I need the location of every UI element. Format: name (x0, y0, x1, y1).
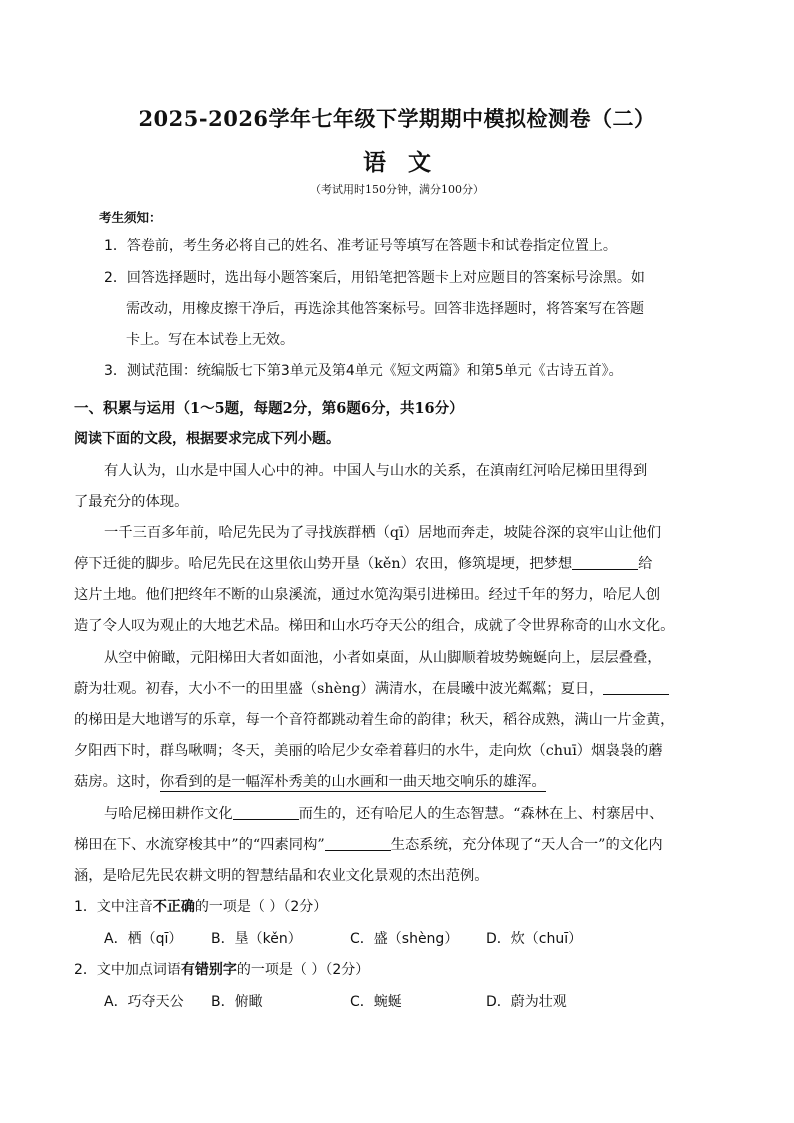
q2-option-b[interactable]: B．俯瞰 (211, 994, 263, 1010)
question-emphasis: 有错别字 (180, 962, 237, 978)
question-text: 的一项是（ ）（2分） (236, 962, 370, 978)
q1-option-d[interactable]: D．炊（chuī） (486, 931, 583, 947)
q1-option-b[interactable]: B．垦（kěn） (211, 931, 302, 947)
passage-line: 夕阳西下时，群鸟啾啁；冬天，美丽的哈尼少女牵着暮归的水牛，走向炊（chuī）烟袅袅的蘑 (74, 743, 663, 759)
passage-line (104, 803, 663, 823)
passage-line: 一千三百多年前，哈尼先民为了寻找族群栖（qī）居地而奔走，坡陡谷深的哀牢山让他们 (104, 525, 662, 541)
exam-info: （考试用时150分钟，满分100分） (310, 183, 484, 196)
q1-option-c[interactable]: C．盛（shèng） (350, 931, 459, 947)
notice-item-1: 1．答卷前，考生务必将自己的姓名、准考证号等填写在答题卡和试卷指定位置上。 (104, 238, 617, 254)
notice-item-2-line-3: 卡上。写在本试卷上无效。 (126, 332, 294, 348)
question-2-stem (74, 959, 369, 979)
passage-line: 造了令人叹为观止的大地艺术品。梯田和山水巧夺天公的组合，成就了令世界称奇的山水文化。 (74, 618, 675, 634)
question-text: 2．文中加点词语 (74, 962, 181, 978)
passage-line: 这片土地。他们把终年不断的山泉溪流，通过水笕沟渠引进梯田。经过千年的努力，哈尼人创 (74, 587, 661, 603)
passage-text: 给 (638, 556, 653, 572)
section-1-instruction: 阅读下面的文段，根据要求完成下列小题。 (74, 431, 340, 447)
q1-option-a[interactable]: A．栖（qī） (104, 931, 183, 947)
passage-text: 而生的，还有哈尼人的生态智慧。“森林在上、村寨居中、 (298, 806, 664, 822)
passage-line (74, 771, 546, 791)
q2-option-d[interactable]: D．蔚为壮观 (486, 994, 567, 1010)
passage-line: 涵，是哈尼先民农耕文明的智慧结晶和农业文化景观的杰出范例。 (74, 868, 489, 884)
passage-text: 停下迁徙的脚步。哈尼先民在这里依山势开垦（kěn）农田，修筑堤埂，把梦想 (74, 556, 573, 572)
passage-line (74, 678, 669, 698)
question-text: 的一项是（ ）（2分） (194, 899, 328, 915)
passage-line: 从空中俯瞰，元阳梯田大者如面池，小者如桌面，从山脚顺着坡势蜿蜒向上，层层叠叠， (104, 650, 662, 666)
passage-text: 蔚为壮观。初春，大小不一的田里盛（shèng）满清水，在晨曦中波光粼粼；夏日， (74, 681, 604, 697)
fill-in-blank-3[interactable] (233, 805, 299, 820)
passage-text: 生态系统，充分体现了“天人合一”的文化内 (390, 837, 663, 853)
notice-heading: 考生须知： (99, 210, 162, 225)
passage-text: 梯田在下、水流穿梭其中”的“四素同构” (74, 837, 325, 853)
question-text: 1．文中注音 (74, 899, 153, 915)
passage-line (74, 834, 663, 854)
fill-in-blank-1[interactable] (572, 555, 638, 570)
q2-option-c[interactable]: C．蜿蜒 (350, 994, 402, 1010)
passage-line: 了最充分的体现。 (74, 494, 189, 510)
passage-line: 的梯田是大地谱写的乐章，每一个音符都跳动着生命的韵律；秋天，稻谷成熟，满山一片金黄， (74, 712, 675, 728)
exam-title: 2025-2026学年七年级下学期期中模拟检测卷（二） (138, 106, 656, 131)
passage-line: 有人认为，山水是中国人心中的神。中国人与山水的关系，在滇南红河哈尼梯田里得到 (104, 463, 648, 479)
passage-text: 菇房。这时， (74, 774, 160, 790)
subject-title: 语文 (363, 149, 453, 176)
notice-item-2-line-2: 需改动，用橡皮擦干净后，再选涂其他答案标号。回答非选择题时，将答案写在答题 (126, 301, 644, 317)
q2-option-a[interactable]: A．巧夺天公 (104, 994, 184, 1010)
question-1-stem (74, 896, 327, 916)
section-1-heading: 一、积累与运用（1～5题，每题2分，第6题6分，共16分） (74, 400, 464, 417)
fill-in-blank-2[interactable] (603, 680, 669, 695)
question-emphasis: 不正确 (152, 899, 195, 915)
passage-line (74, 553, 652, 573)
passage-text: 与哈尼梯田耕作文化 (104, 806, 233, 822)
underlined-sentence: 你看到的是一幅浑朴秀美的山水画和一曲天地交响乐的雄浑。 (159, 774, 546, 790)
notice-item-3: 3．测试范围：统编版七下第3单元及第4单元《短文两篇》和第5单元《古诗五首》。 (104, 363, 623, 379)
notice-item-2-line-1: 2．回答选择题时，选出每小题答案后，用铅笔把答题卡上对应题目的答案标号涂黑。如 (104, 270, 645, 286)
fill-in-blank-4[interactable] (325, 836, 391, 851)
